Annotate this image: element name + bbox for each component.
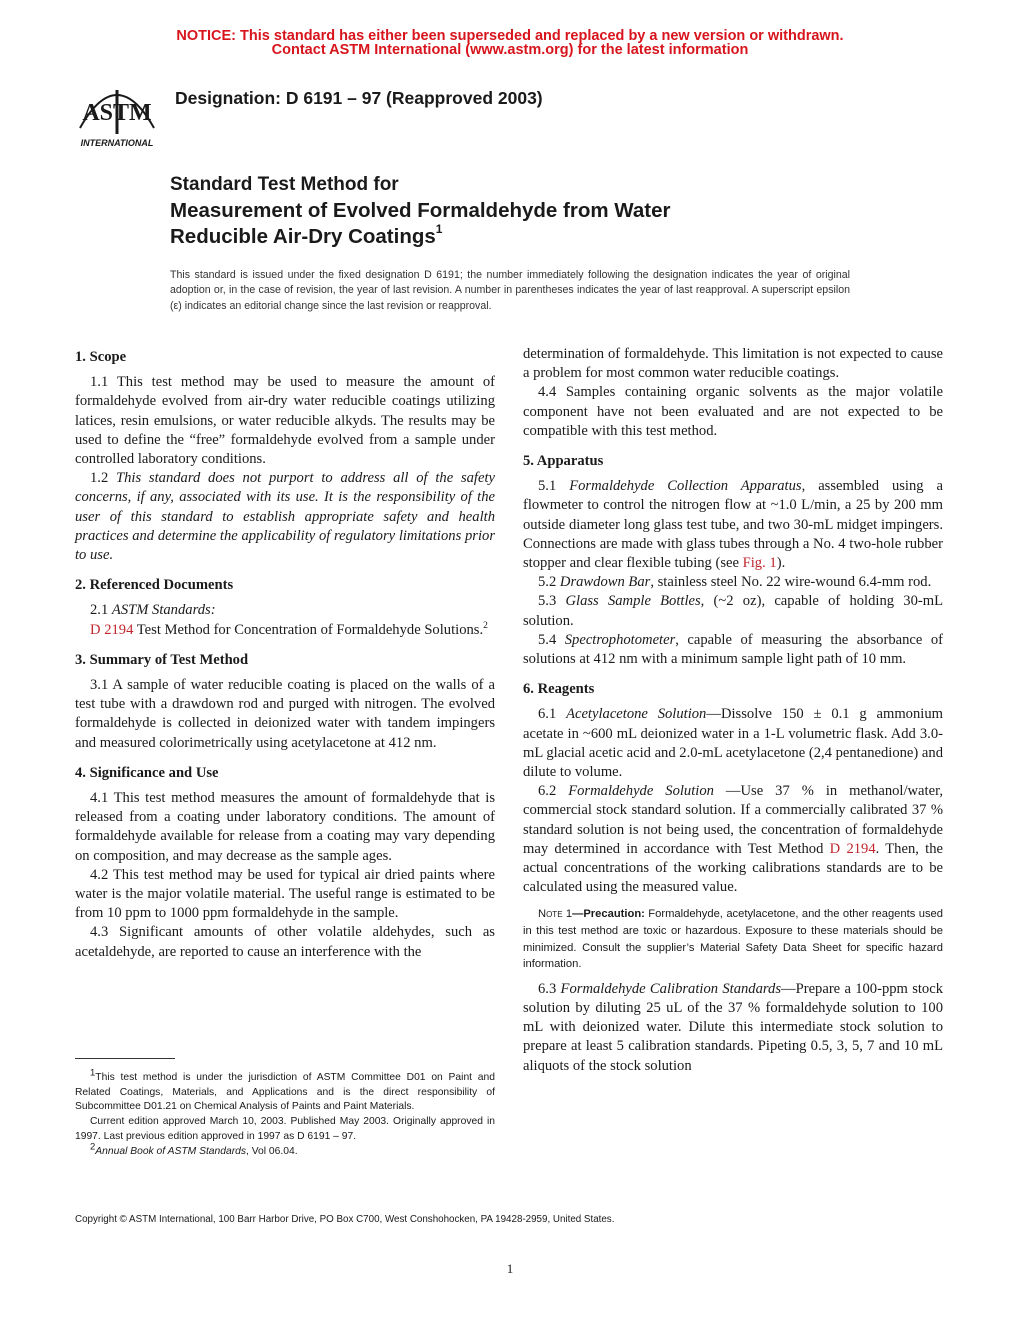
left-column: [75, 345, 495, 962]
footnotes: [75, 1067, 495, 1159]
paragraph-3-1: 3.1 A sample of water reducible coating is placed on the walls of a test tube with a drawdown rod and purged with nitrogen. The evolved formaldehyde is collected in deionized water with tandem impingers and measured colorimetrically using acetylacetone at 412 nm.: [75, 677, 495, 751]
section-heading-reagents: 6. Reagents: [523, 681, 595, 698]
paragraph-1-2: 1.2 This standard does not purport to address all of the safety concerns, if any, associated with its use. It is the responsibility of the user of this standard to establish appropriate safety and health practices and determine the applicability of regulatory limitations prior to use.: [75, 470, 495, 564]
footnote-1b: Current edition approved March 10, 2003. Published May 2003. Originally approved in 1997. Last previous edition approved in 1997 as D 6191 – 97.: [75, 1116, 495, 1142]
title-line-3: Reducible Air-Dry Coatings$^1$: [170, 222, 443, 248]
title-line-1: Standard Test Method for: [170, 174, 399, 195]
page-number: 1: [506, 1261, 514, 1276]
paragraph-2-1: 2.1 ASTM Standards:: [90, 602, 216, 619]
paragraph-5-3: 5.3 Glass Sample Bottles, (~2 oz), capable of holding 30-mL solution.: [523, 593, 944, 629]
title-footnote-mark: 1: [435, 222, 443, 236]
footnote-2: $^2$Annual Book of ASTM Standards, Vol 06.04.: [90, 1141, 298, 1157]
paragraph-6-3: 6.3 Formaldehyde Calibration Standards—Prepare a 100-ppm stock solution by diluting 25 uL of the 37 % formaldehyde solution to 100 mL with deionized water. Dilute this intermediate stock solution to prepare at least 5 calibration standards. Pipeting 0.5, 3, 5, 7 and 10 mL aliquots of the stock solution: [523, 980, 943, 1074]
notice-line-2: Contact ASTM International (www.astm.org) for the latest information: [271, 42, 749, 58]
reference-d2194: D 2194 Test Method for Concentration of Formaldehyde Solutions.$^2$: [90, 620, 488, 638]
notice-line-1: NOTICE: This standard has either been superseded and replaced by a new version or withdrawn.: [176, 28, 844, 44]
footnote-rule: [75, 1058, 175, 1059]
paragraph-4-1: 4.1 This test method measures the amount of formaldehyde that is released from a coating under laboratory conditions. The amount of formaldehyde available for release from a coating may vary depending on composition, and may decrease as the sample ages.: [75, 790, 495, 864]
paragraph-4-2: 4.2 This test method may be used for typical air dried paints where water is the major volatile material. The useful range is estimated to be from 10 ppm to 1000 ppm formaldehyde in the sample.: [75, 866, 495, 922]
note-1-precaution: Note 1—Precaution: Formaldehyde, acetylacetone, and the other reagents used in this test method are toxic or hazardous. Exposure to these materials should be minimized. Consult the supplier’s Material Safety Data Sheet for specific hazard information.: [523, 908, 943, 971]
footnote-1: $^1$This test method is under the jurisdiction of ASTM Committee D01 on Paint and Related Coatings, Materials, and Applications and is the direct responsibility of Subcommittee D01.21 on Chemical Analysis of Paints and Paint Materials.: [75, 1067, 495, 1113]
paragraph-4-4: 4.4 Samples containing organic solvents as the major volatile component have not been evaluated and are not expected to be compatible with this test method.: [523, 384, 943, 439]
link-fig-1[interactable]: Fig. 1: [742, 555, 777, 572]
section-heading-significance: 4. Significance and Use: [75, 764, 219, 781]
paragraph-1-1: 1.1 This test method may be used to measure the amount of formaldehyde evolved from air-dry water reducible coatings utilizing latices, resin emulsions, or water reducible alkyds. The results may be used to define the “free” formaldehyde evolved from a sample under controlled laboratory conditions.: [75, 374, 495, 468]
paragraph-5-2: 5.2 Drawdown Bar, stainless steel No. 22 wire-wound 6.4-mm rod.: [538, 574, 932, 591]
title-line-2: Measurement of Evolved Formaldehyde from Water: [170, 199, 671, 222]
paragraph-4-3: 4.3 Significant amounts of other volatile aldehydes, such as acetaldehyde, are reported to cause an interference with the: [75, 924, 495, 960]
section-heading-referenced: 2. Referenced Documents: [75, 577, 234, 594]
section-heading-summary: 3. Summary of Test Method: [75, 651, 249, 668]
paragraph-4-3-continued: determination of formaldehyde. This limitation is not expected to cause a problem for most common water reducible coatings.: [523, 346, 943, 382]
logo-subtext: INTERNATIONAL: [80, 138, 154, 148]
link-d2194[interactable]: D 2194: [90, 621, 134, 638]
right-column: [523, 345, 943, 1076]
paragraph-6-1: 6.1 Acetylacetone Solution—Dissolve 150 ± 0.1 g ammonium acetate in ~600 mL deionized water in a 1-L volumetric flask. Add 3.0-mL glacial acetic acid and 2.0-mL acetylacetone (2,4 pentanedione) and dilute to volume.: [523, 706, 943, 781]
designation: Designation: D 6191 – 97 (Reapproved 2003): [175, 88, 543, 108]
section-heading-apparatus: 5. Apparatus: [523, 453, 604, 470]
astm-logo: [72, 76, 162, 148]
paragraph-5-4: 5.4 Spectrophotometer, capable of measuring the absorbance of solutions at 412 nm with a minimum sample light path of 10 mm.: [523, 631, 943, 668]
section-heading-scope: 1. Scope: [75, 349, 127, 365]
paragraph-6-2: 6.2 Formaldehyde Solution —Use 37 % in methanol/water, commercial stock standard solution. If a commercially calibrated 37 % standard solution is not being used, the concentration of formaldehyde may determined in accordance with Test Method D 2194. Then, the actual concentrations of the working calibrations standards are to be calculated using the measured value.: [523, 783, 943, 896]
issued-note: This standard is issued under the fixed designation D 6191; the number immediately following the designation indicates the year of original adoption or, in the case of revision, the year of last revision. A number in parentheses indicates the year of last reapproval. A superscript epsilon (ε) indicates an editorial change since the last revision or reapproval.: [170, 269, 850, 312]
link-d2194-inline[interactable]: D 2194: [829, 840, 876, 857]
copyright: Copyright © ASTM International, 100 Barr Harbor Drive, PO Box C700, West Conshohocken, PA 19428-2959, United States.: [75, 1214, 615, 1225]
paragraph-5-1: 5.1 Formaldehyde Collection Apparatus, assembled using a flowmeter to control the nitrogen flow at ~1.0 L/min, a 25 by 200 mm outside diameter long glass test tube, and two 30-mL midget impingers. Connections are made with glass tubes through a No. 4 two-hole rubber stopper and clear flexible tubing (see Fig. 1).: [523, 478, 944, 572]
logo-letters: ASTM: [82, 100, 152, 126]
